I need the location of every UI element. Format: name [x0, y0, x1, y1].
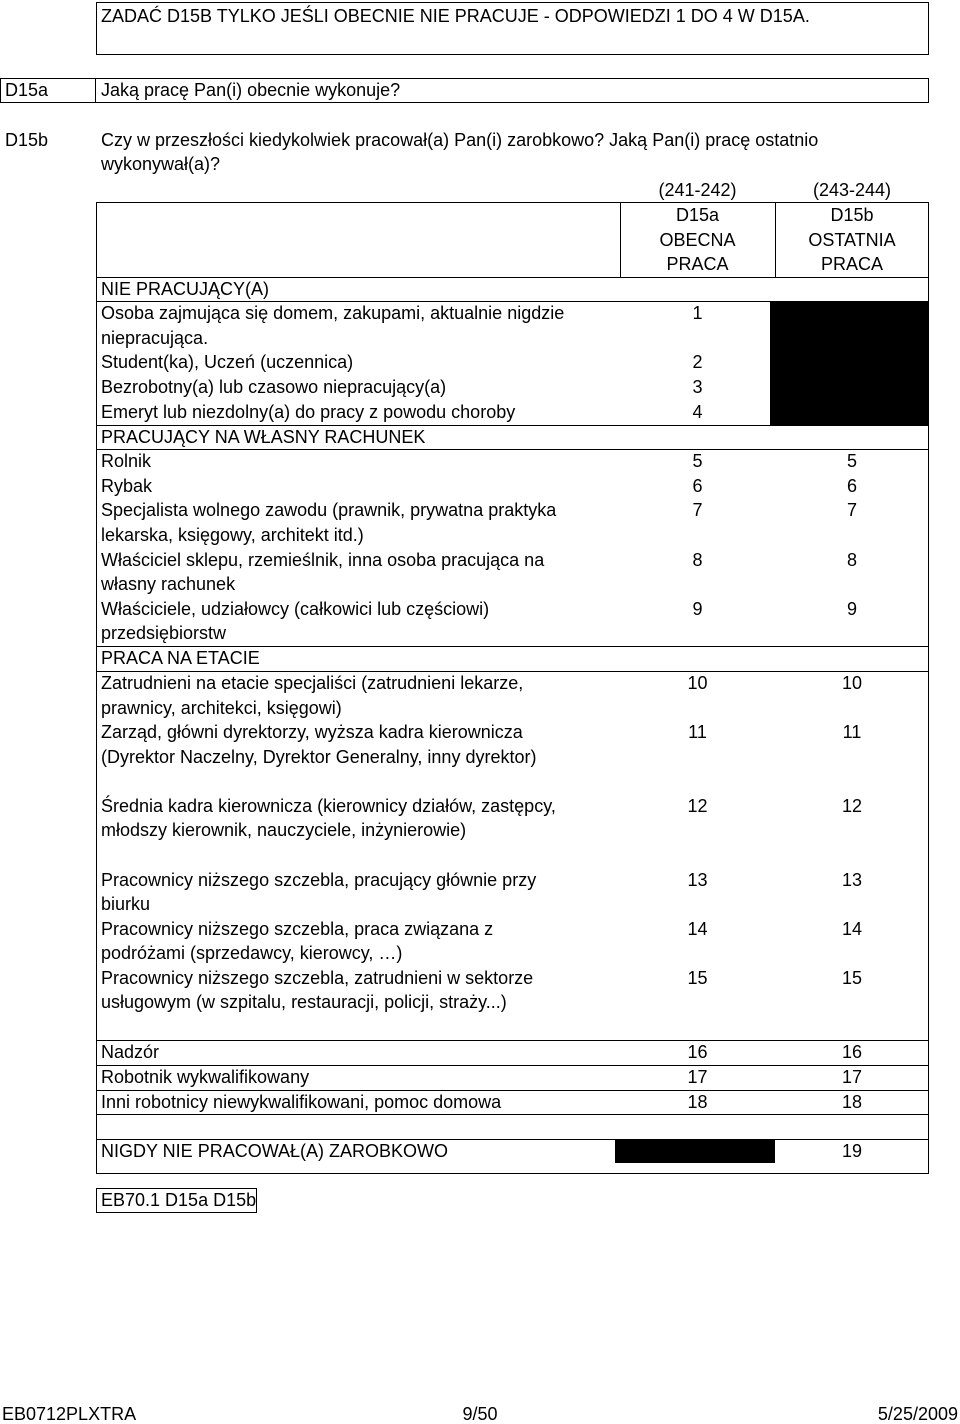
row-14-label-line1: Pracownicy niższego szczebla, praca związana z [101, 919, 494, 939]
row-5-code-d15a: 5 [692, 451, 703, 471]
row-3-label: Bezrobotny(a) lub czasowo niepracujący(a) [101, 377, 447, 397]
row-15-code-d15b: 15 [841, 968, 863, 988]
row-13-code-d15a: 13 [687, 870, 708, 890]
rule-18 [96, 1114, 929, 1115]
row-13-code-d15b: 13 [841, 870, 863, 890]
reference-text: EB70.1 D15a D15b [101, 1190, 257, 1210]
footer-date: 5/25/2009 [877, 1404, 958, 1424]
section-employed: PRACA NA ETACIE [101, 648, 260, 668]
question-d15b-text-line1: Czy w przeszłości kiedykolwiek pracował(a) Pan(i) zarobkowo? Jaką Pan(i) pracę ostatnio [101, 130, 819, 150]
row-8-code-d15b: 8 [846, 550, 857, 570]
row-18-code-d15a: 18 [687, 1092, 708, 1112]
row-1-label-line2: niepracująca. [101, 328, 209, 348]
section-self-employed: PRACUJĄCY NA WŁASNY RACHUNEK [101, 427, 426, 447]
col1-label-line2: PRACA [666, 254, 729, 274]
row-17-code-d15b: 17 [841, 1067, 863, 1087]
col2-label-line1: OSTATNIA [808, 230, 896, 250]
col1-label-line1: OBECNA [659, 230, 736, 250]
col2-code: D15b [830, 205, 874, 225]
footer-document-code: EB0712PLXTRA [2, 1404, 137, 1424]
row-7-label-line1: Specjalista wolnego zawodu (prawnik, prywatna praktyka [101, 500, 557, 520]
blocked-cells-d15b-not-working [770, 301, 929, 425]
row-4-code-d15a: 4 [692, 402, 703, 422]
row-8-code-d15a: 8 [692, 550, 703, 570]
row-5-code-d15b: 5 [846, 451, 857, 471]
row-7-code-d15a: 7 [692, 500, 703, 520]
row-16-code-d15b: 16 [841, 1042, 863, 1062]
section-not-working: NIE PRACUJĄCY(A) [101, 279, 270, 299]
row-8-label-line2: własny rachunek [101, 574, 236, 594]
row-18-code-d15b: 18 [841, 1092, 863, 1112]
row-14-code-d15a: 14 [687, 919, 708, 939]
row-10-label-line1: Zatrudnieni na etacie specjaliści (zatrudnieni lekarze, [101, 673, 524, 693]
row-17-label: Robotnik wykwalifikowany [101, 1067, 310, 1087]
question-d15b-text-line2: wykonywał(a)? [101, 154, 221, 174]
row-17-code-d15a: 17 [687, 1067, 708, 1087]
row-9-code-d15b: 9 [846, 599, 857, 619]
row-2-label: Student(ka), Uczeń (uczennica) [101, 352, 354, 372]
row-9-label-line1: Właściciele, udziałowcy (całkowici lub częściowi) [101, 599, 490, 619]
row-5-label: Rolnik [101, 451, 152, 471]
row-15-label-line2: usługowym (w szpitalu, restauracji, policji, straży...) [101, 992, 507, 1012]
row-6-code-d15a: 6 [692, 476, 703, 496]
row-16-code-d15a: 16 [687, 1042, 708, 1062]
instruction-text: ZADAĆ D15B TYLKO JEŚLI OBECNIE NIE PRACUJE - ODPOWIEDZI 1 DO 4 W D15A. [101, 6, 810, 26]
row-19-label: NIGDY NIE PRACOWAŁ(A) ZAROBKOWO [101, 1141, 449, 1161]
row-15-label-line1: Pracownicy niższego szczebla, zatrudnieni w sektorze [101, 968, 534, 988]
row-12-code-d15b: 12 [841, 796, 863, 816]
row-11-label-line1: Zarząd, główni dyrektorzy, wyższa kadra kierownicza [101, 722, 523, 742]
row-16-label: Nadzór [101, 1042, 160, 1062]
row-8-label-line1: Właściciel sklepu, rzemieślnik, inna osoba pracująca na [101, 550, 545, 570]
row-14-label-line2: podróżami (sprzedawcy, kierowcy, …) [101, 943, 403, 963]
row-10-code-d15a: 10 [687, 673, 708, 693]
row-13-label-line1: Pracownicy niższego szczebla, pracujący głównie przy [101, 870, 537, 890]
question-d15a-code: D15a [5, 80, 49, 100]
row-18-label: Inni robotnicy niewykwalifikowani, pomoc domowa [101, 1092, 502, 1112]
col1-range: (241-242) [658, 180, 737, 200]
row-11-code-d15a: 11 [688, 722, 707, 742]
row-7-label-line2: lekarska, księgowy, architekt itd.) [101, 525, 364, 545]
row-1-code-d15a: 1 [692, 303, 703, 323]
row-7-code-d15b: 7 [846, 500, 857, 520]
row-13-label-line2: biurku [101, 894, 151, 914]
row-4-label: Emeryt lub niezdolny(a) do pracy z powodu choroby [101, 402, 516, 422]
row-12-label-line1: Średnia kadra kierownicza (kierownicy działów, zastępcy, [101, 796, 556, 816]
row-1-label-line1: Osoba zajmująca się domem, zakupami, aktualnie nigdzie [101, 303, 565, 323]
col1-code: D15a [675, 205, 720, 225]
col2-range: (243-244) [812, 180, 892, 200]
question-d15b-code: D15b [5, 130, 49, 150]
row-12-code-d15a: 12 [687, 796, 708, 816]
row-9-label-line2: przedsiębiorstw [101, 623, 227, 643]
row-9-code-d15a: 9 [692, 599, 703, 619]
footer-page-number: 9/50 [462, 1404, 498, 1424]
row-3-code-d15a: 3 [692, 377, 703, 397]
row-12-label-line2: młodszy kierownik, nauczyciele, inżynierowie) [101, 820, 467, 840]
row-2-code-d15a: 2 [692, 352, 703, 372]
row-6-label: Rybak [101, 476, 153, 496]
question-d15a-text: Jaką pracę Pan(i) obecnie wykonuje? [101, 80, 401, 100]
blocked-cell-d15a-never-worked [615, 1139, 775, 1163]
row-19-code-d15b: 19 [841, 1141, 863, 1161]
row-10-code-d15b: 10 [841, 673, 863, 693]
row-11-code-d15b: 11 [842, 722, 862, 742]
row-10-label-line2: prawnicy, architekci, księgowi) [101, 698, 342, 718]
row-15-code-d15a: 15 [687, 968, 708, 988]
row-14-code-d15b: 14 [841, 919, 863, 939]
row-6-code-d15b: 6 [846, 476, 857, 496]
col2-label-line2: PRACA [820, 254, 883, 274]
row-11-label-line2: (Dyrektor Naczelny, Dyrektor Generalny, inny dyrektor) [101, 747, 537, 767]
